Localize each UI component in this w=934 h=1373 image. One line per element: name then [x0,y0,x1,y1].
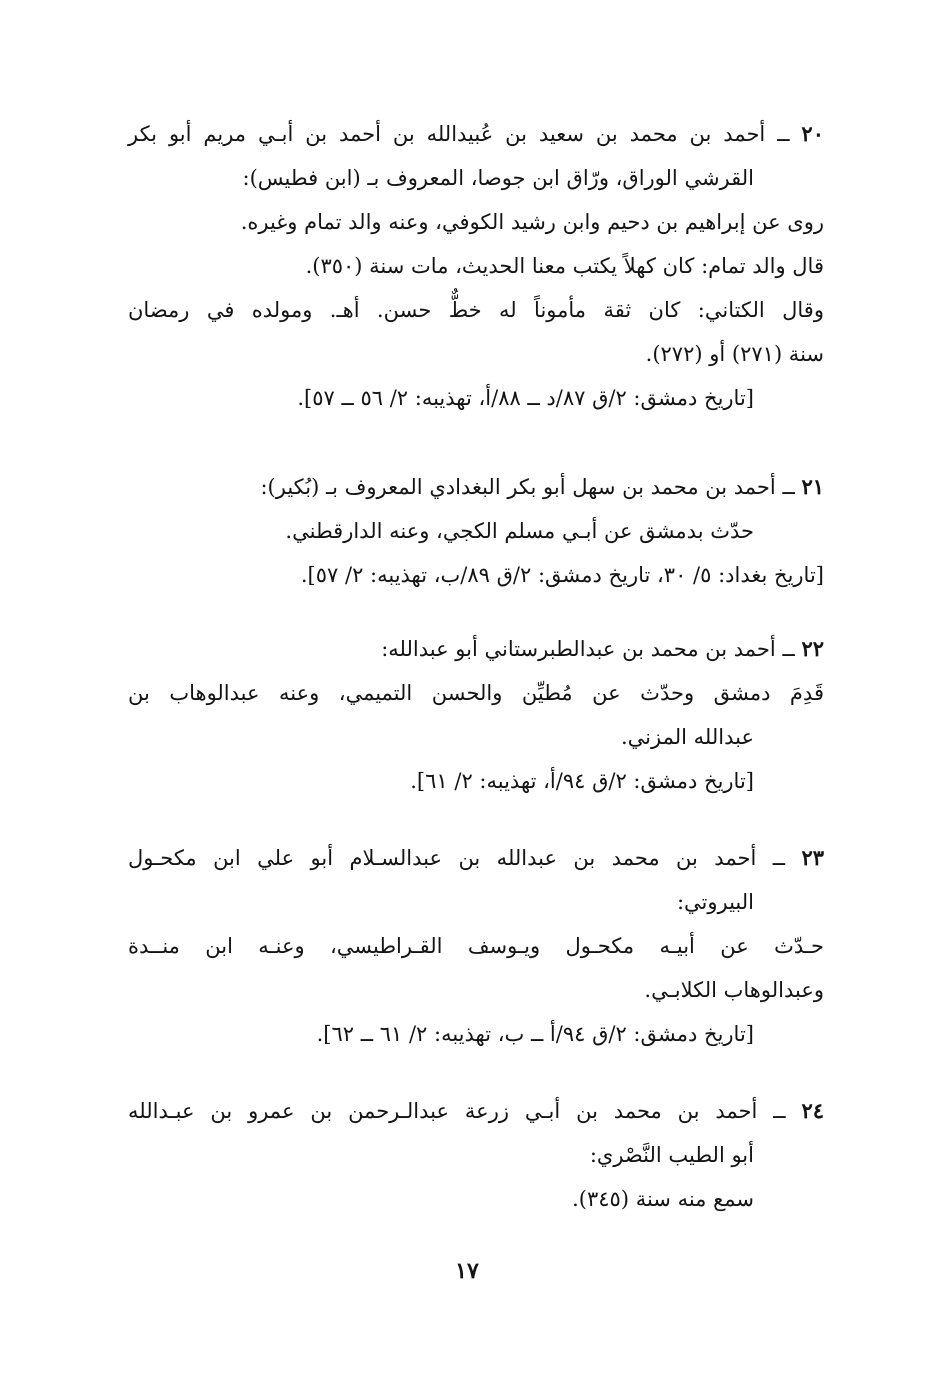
entry-text-line: قال والد تمام: كان كهلاً يكتب معنا الحديث، مات سنة (٣٥٠). [305,254,824,278]
entry-text-line: قَدِمَ دمشق وحدّث عن مُطيِّن والحسن التميمي، وعنه عبدالوهاب بن [128,681,824,705]
entry-text-line: وعبدالوهاب الكلابـي. [644,978,824,1002]
source-reference: [تاريخ دمشق: ٢/ق ٩٤/أ ــ ب، تهذيبه: ٢/ ٦١ ــ ٦٢]. [316,1022,754,1046]
entry-text-line: روى عن إبراهيم بن دحيم وابن رشيد الكوفي، وعنه والد تمام وغيره. [240,210,824,234]
entry-heading-line [128,627,824,671]
entry-separator: ــ [782,637,795,661]
entry-24 [128,1089,824,1221]
entry-text-line: القرشي الوراق، ورّاق ابن جوصا، المعروف بـ (ابن فطيس): [242,166,754,190]
source-reference: [تاريخ دمشق: ٢/ق ٩٤/أ، تهذيبه: ٢/ ٦١]. [410,769,754,793]
entry-number: ٢٠ [801,121,824,146]
entry-heading-line [128,836,824,880]
entry-text-line: وقال الكتاني: كان ثقة مأموناً له خطٌّ حسن. أهـ. ومولده في رمضان [128,298,824,322]
entry-text-line: البيروتي: [676,890,754,914]
entry-number: ٢٤ [801,1098,824,1123]
entry-separator: ــ [777,122,790,146]
entry-20 [128,112,824,420]
entry-separator: ــ [772,846,786,870]
entry-number: ٢٣ [801,845,824,870]
entry-text-line: سنة (٢٧١) أو (٢٧٢). [645,342,824,366]
entry-text-line: أحمد بن محمد بن سهل أبو بكر البغدادي المعروف بـ (بُكير): [260,475,776,499]
source-reference: [تاريخ بغداد: ٥/ ٣٠، تاريخ دمشق: ٢/ق ٨٩/ب، تهذيبه: ٢/ ٥٧]. [300,563,824,587]
entry-separator: ــ [773,1099,786,1123]
entry-21 [128,465,824,597]
entry-23 [128,836,824,1056]
entry-text-line: حدّث بدمشق عن أبـي مسلم الكجي، وعنه الدارقطني. [285,519,754,543]
page-number: ١٧ [455,1258,479,1284]
entry-text-line: أبو الطيب النَّصْري: [589,1143,754,1167]
entry-heading-line [128,1089,824,1133]
entry-text-line: سمع منه سنة (٣٤٥). [572,1187,754,1211]
entry-text-line: أحمد بن محمد بن عبدالله بن عبدالسـلام أبو علي ابن مكحـول [128,846,757,870]
entry-text-line: أحمد بن محمد بن سعيد بن عُبيدالله بن أحمد بن أبـي مريم أبو بكر [128,122,766,146]
entry-text-line: أحمد بن محمد بن عبدالطبرستاني أبو عبدالله: [381,637,776,661]
entry-heading-line [128,112,824,156]
entry-text-line: عبدالله المزني. [621,725,754,749]
entry-number: ٢٢ [801,636,824,661]
entry-heading-line [128,465,824,509]
entry-number: ٢١ [801,474,824,499]
entry-text-line: أحمد بن محمد بن أبـي زرعة عبدالـرحمن بن عمرو بن عبـدالله [128,1099,758,1123]
entry-text-line: حـدّث عن أبيـه مكحـول ويـوسف القـراطيسي، وعنـه ابن منــدة [128,934,824,958]
entry-22 [128,627,824,803]
entry-separator: ــ [782,475,795,499]
source-reference: [تاريخ دمشق: ٢/ق ٨٧/د ــ ٨٨/أ، تهذيبه: ٢/ ٥٦ ــ ٥٧]. [297,386,754,410]
